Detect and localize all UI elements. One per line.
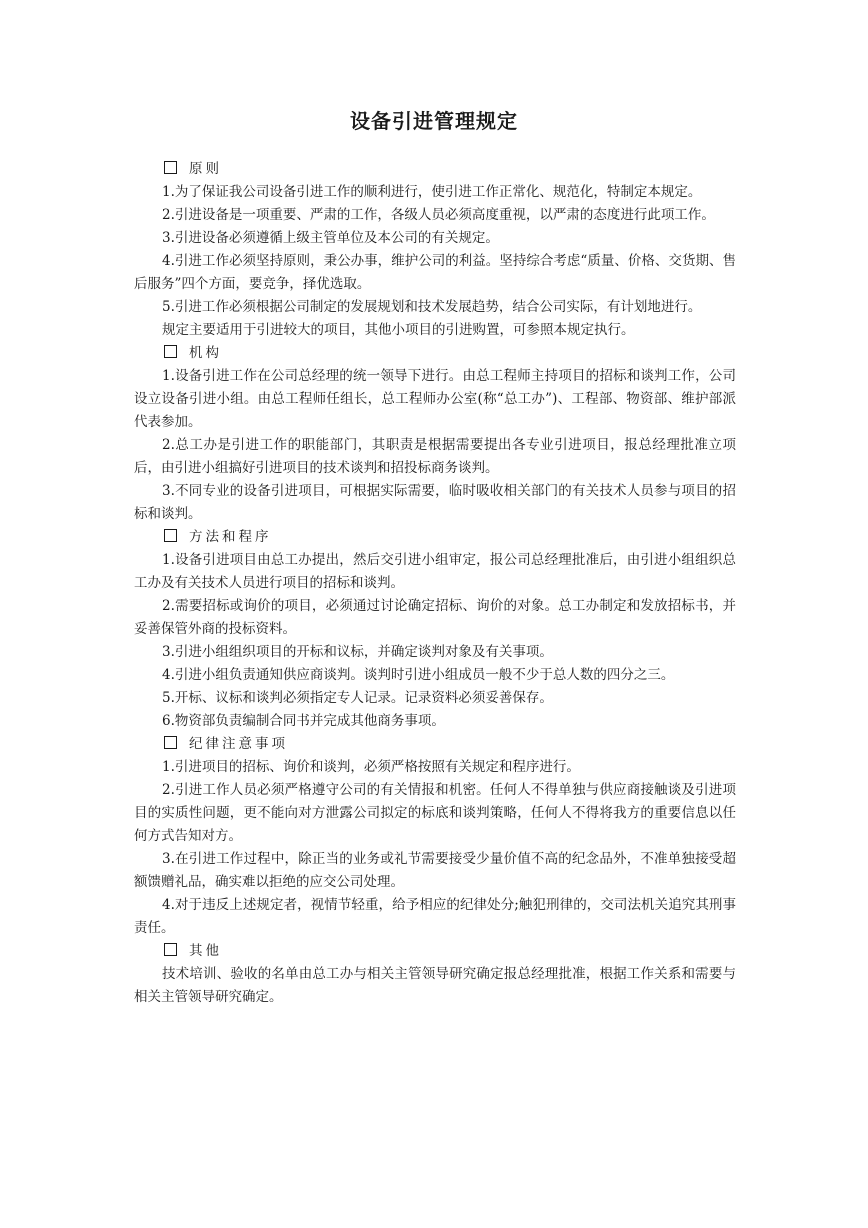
paragraph: 3.引进小组组织项目的开标和议标，并确定谈判对象及有关事项。	[162, 644, 553, 660]
paragraph: 2.总工办是引进工作的职能部门，其职责是根据需要提出各专业引进项目，报总经理批准立项后，由引进小组搞好引进项目的技术谈判和招投标商务谈判。	[134, 437, 736, 476]
paragraph: 1.为了保证我公司设备引进工作的顺利进行，使引进工作正常化、规范化，特制定本规定。	[162, 184, 702, 200]
paragraph: 6.物资部负责编制合同书并完成其他商务事项。	[162, 713, 445, 729]
paragraph: 4.引进小组负责通知供应商谈判。谈判时引进小组成员一般不少于总人数的四分之三。	[162, 667, 675, 683]
paragraph: 3.不同专业的设备引进项目，可根据实际需要，临时吸收相关部门的有关技术人员参与项目的招标和谈判。	[134, 483, 736, 522]
paragraph: 2.需要招标或询价的项目，必须通过讨论确定招标、询价的对象。总工办制定和发放招标书，并妥善保管外商的投标资料。	[134, 598, 736, 637]
section-heading-label: 其他	[189, 943, 222, 959]
paragraph: 1.设备引进工作在公司总经理的统一领导下进行。由总工程师主持项目的招标和谈判工作，公司设立设备引进小组。由总工程师任组长，总工程师办公室(称“总工办”)、工程部、物资部、维护部派代表参加。	[134, 368, 736, 430]
section-heading	[134, 940, 736, 963]
paragraph: 2.引进设备是一项重要、严肃的工作，各级人员必须高度重视，以严肃的态度进行此项工作。	[162, 207, 715, 223]
paragraph: 规定主要适用于引进较大的项目，其他小项目的引进购置，可参照本规定执行。	[162, 322, 635, 338]
checkbox-square-icon	[164, 943, 177, 956]
section-heading-label: 原则	[189, 161, 222, 177]
document-title: 设备引进管理规定	[350, 109, 518, 133]
section-heading	[134, 158, 736, 181]
checkbox-square-icon	[164, 161, 177, 174]
section-heading	[134, 733, 736, 756]
paragraph: 技术培训、验收的名单由总工办与相关主管领导研究确定报总经理批准，根据工作关系和需要与相关主管领导研究确定。	[134, 966, 736, 1005]
paragraph: 5.开标、议标和谈判必须指定专人记录。记录资料必须妥善保存。	[162, 690, 553, 706]
section-heading	[134, 342, 736, 365]
paragraph: 1.引进项目的招标、询价和谈判，必须严格按照有关规定和程序进行。	[162, 759, 580, 775]
section-heading-label: 纪律注意事项	[189, 736, 288, 752]
section-heading-label: 方法和程序	[189, 529, 272, 545]
document-body	[134, 158, 736, 1009]
paragraph: 3.在引进工作过程中，除正当的业务或礼节需要接受少量价值不高的纪念品外，不准单独接受超额馈赠礼品，确实难以拒绝的应交公司处理。	[134, 851, 736, 890]
paragraph: 5.引进工作必须根据公司制定的发展规划和技术发展趋势，结合公司实际，有计划地进行。	[162, 299, 702, 315]
checkbox-square-icon	[164, 529, 177, 542]
checkbox-square-icon	[164, 345, 177, 358]
paragraph: 4.对于违反上述规定者，视情节轻重，给予相应的纪律处分;触犯刑律的，交司法机关追究其刑事责任。	[134, 897, 736, 936]
checkbox-square-icon	[164, 736, 177, 749]
paragraph: 3.引进设备必须遵循上级主管单位及本公司的有关规定。	[162, 230, 499, 246]
section-heading-label: 机构	[189, 345, 222, 361]
paragraph: 2.引进工作人员必须严格遵守公司的有关情报和机密。任何人不得单独与供应商接触谈及引进项目的实质性问题，更不能向对方泄露公司拟定的标底和谈判策略，任何人不得将我方的重要信息以任何方式告知对方。	[134, 782, 736, 844]
paragraph: 1.设备引进项目由总工办提出，然后交引进小组审定，报公司总经理批准后，由引进小组组织总工办及有关技术人员进行项目的招标和谈判。	[134, 552, 736, 591]
paragraph: 4.引进工作必须坚持原则，秉公办事，维护公司的利益。坚持综合考虑“质量、价格、交货期、售后服务”四个方面，要竞争，择优选取。	[134, 253, 736, 292]
section-heading	[134, 526, 736, 549]
